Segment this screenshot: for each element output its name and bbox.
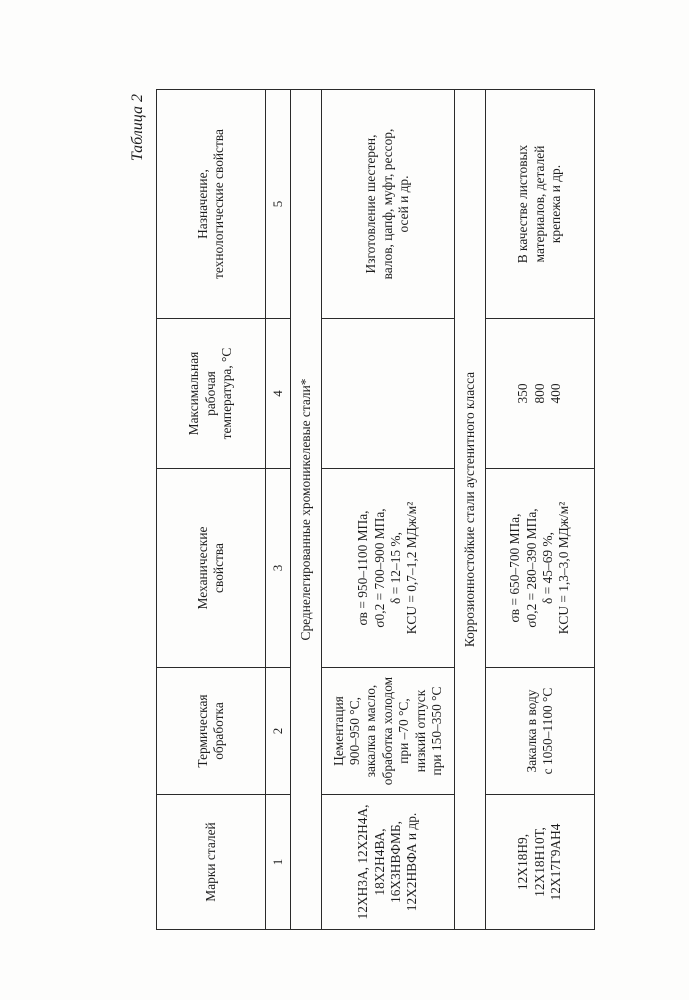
rotated-table-page	[122, 90, 572, 930]
column-number: 3	[266, 469, 291, 668]
column-number-row	[266, 90, 291, 930]
header-heat-treatment: Термическая обработка	[157, 668, 266, 795]
steel-grades-cell: 12Х18Н9, 12Х18Н10Т, 12Х17Г9АН4	[486, 795, 595, 930]
column-number: 5	[266, 90, 291, 319]
header-purpose: Назначение, технологические свойства	[157, 90, 266, 319]
steel-grades-cell: 12ХН3А, 12Х2Н4А, 18Х2Н4ВА, 16Х3НВФМБ, 12Х2НВФА и др.	[322, 795, 455, 930]
header-mechanical-properties: Механические свойства	[157, 469, 266, 668]
column-number: 2	[266, 668, 291, 795]
header-max-temperature: Максимальная рабочая температура, °С	[157, 319, 266, 469]
section-title: Коррозионностойкие стали аустенитного класса	[455, 90, 486, 930]
heat-treatment-cell: Цементация 900–950 °С, закалка в масло, обработка холодом при –70 °С, низкий отпуск при 150–350 °С	[322, 668, 455, 795]
section-header-row	[291, 90, 322, 930]
column-number: 4	[266, 319, 291, 469]
section-title: Среднелегированные хромоникелевые стали*	[291, 90, 322, 930]
max-temperature-cell	[322, 319, 455, 469]
purpose-cell: В качестве листовых материалов, деталей крепежа и др.	[486, 90, 595, 319]
table-caption: Таблица 2	[129, 94, 146, 162]
purpose-cell: Изготовление шестерен, валов, цапф, муфт, рессор, осей и др.	[322, 90, 455, 319]
header-grades: Марки сталей	[157, 795, 266, 930]
heat-treatment-cell: Закалка в воду с 1050–1100 °С	[486, 668, 595, 795]
max-temperature-cell: 350 800 400	[486, 319, 595, 469]
section-header-row	[455, 90, 486, 930]
mechanical-properties-cell: σв = 950–1100 МПа, σ0,2 = 700–900 МПа, δ = 12–15 %, KCU = 0,7–1,2 МДж/м²	[322, 469, 455, 668]
mechanical-properties-cell: σв = 650–700 МПа, σ0,2 = 280–390 МПа, δ = 45–69 %, KCU = 1,3–3,0 МДж/м²	[486, 469, 595, 668]
header-row	[157, 90, 266, 930]
table-row	[322, 90, 455, 930]
table-row	[486, 90, 595, 930]
steel-properties-table	[156, 89, 595, 930]
column-number: 1	[266, 795, 291, 930]
